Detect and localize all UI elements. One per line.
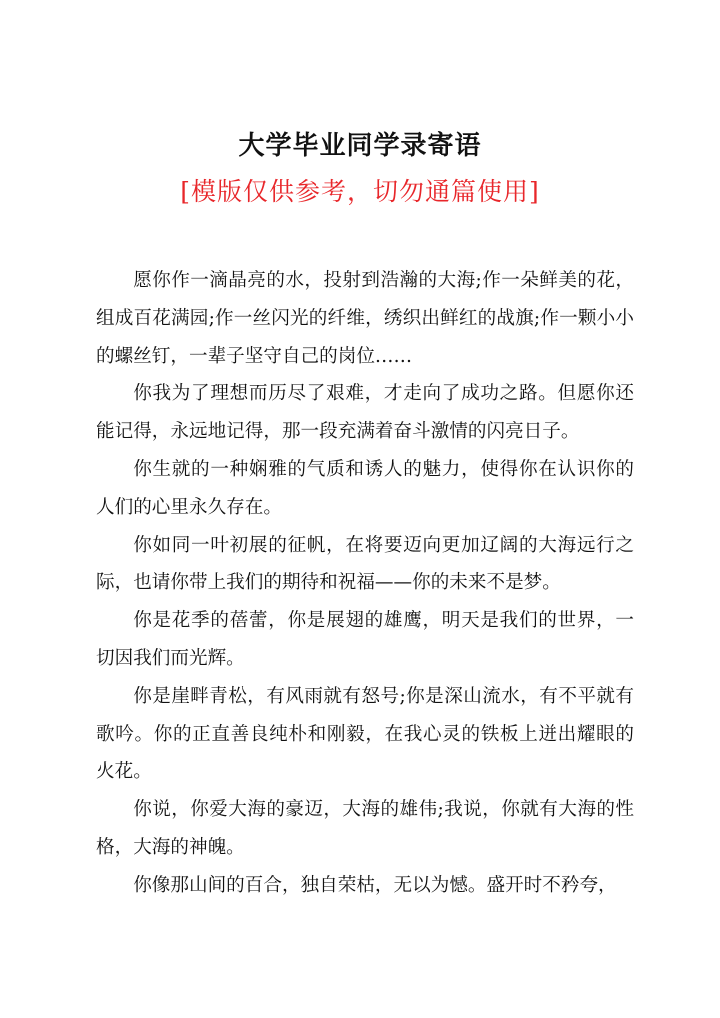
paragraph: 你像那山间的百合，独自荣枯，无以为憾。盛开时不矜夸， — [133, 874, 617, 896]
paragraph: 你我为了理想而历尽了艰难，才走向了成功之路。但愿你还能记得，永远地记得，那一段充满着奋斗激情的闪亮日子。 — [96, 383, 634, 443]
document-body — [96, 262, 634, 905]
paragraph: 你是崖畔青松，有风雨就有怒号;你是深山流水，有不平就有歌吟。你的正直善良纯朴和刚毅，在我心灵的铁板上迸出耀眼的火花。 — [96, 685, 634, 783]
paragraph: 你如同一叶初展的征帆，在将要迈向更加辽阔的大海远行之际，也请你带上我们的期待和祝福——你的未来不是梦。 — [96, 534, 634, 594]
paragraph: 你是花季的蓓蕾，你是展翅的雄鹰，明天是我们的世界，一切因我们而光辉。 — [96, 610, 634, 669]
template-notice: [模版仅供参考，切勿通篇使用] — [180, 177, 540, 206]
document-title: 大学毕业同学录寄语 — [238, 131, 482, 161]
paragraph: 愿你作一滴晶亮的水，投射到浩瀚的大海;作一朵鲜美的花，组成百花满园;作一丝闪光的纤维，绣织出鲜红的战旗;作一颗小小的螺丝钉，一辈子坚守自己的岗位…… — [96, 270, 634, 367]
paragraph: 你说，你爱大海的豪迈，大海的雄伟;我说，你就有大海的性格，大海的神魄。 — [96, 799, 634, 858]
paragraph: 你生就的一种娴雅的气质和诱人的魅力，使得你在认识你的人们的心里永久存在。 — [96, 458, 634, 518]
